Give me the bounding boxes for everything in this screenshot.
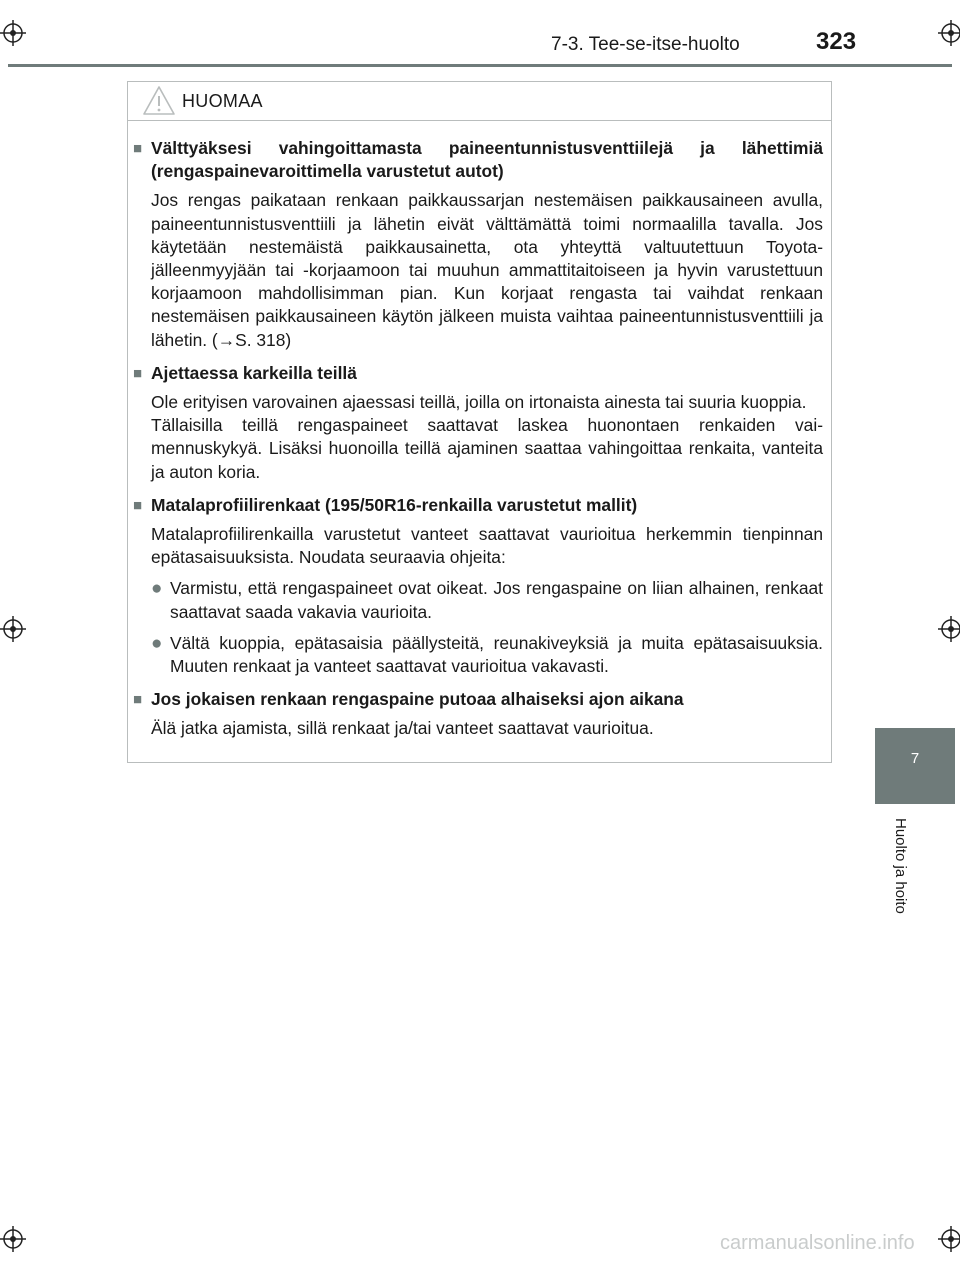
chapter-number: 7 bbox=[910, 750, 920, 767]
registration-mark-icon bbox=[938, 20, 960, 46]
notice-section bbox=[133, 137, 823, 352]
list-item: ● Vältä kuoppia, epätasaisia päällysteitä, reunakiveyksiä ja muita epätasaisuuksia. Muuten renkaat ja vanteet saattavat vaurioitua vakavasti. bbox=[151, 632, 823, 678]
list-item: ● Varmistu, että rengaspaineet ovat oikeat. Jos rengaspaine on liian alhainen, renkaat saattavat saada vakavia vaurioita. bbox=[151, 577, 823, 623]
square-bullet-icon: ■ bbox=[133, 364, 143, 382]
registration-mark-icon bbox=[0, 616, 26, 642]
section-paragraph: Matalaprofiilirenkailla varustetut vanteet saattavat vaurioitua herkemmin tienpinnan epätasaisuuksista. Noudata seuraavia ohjeita: bbox=[151, 524, 823, 568]
round-bullet-icon: ● bbox=[151, 632, 163, 654]
notice-box bbox=[127, 81, 832, 763]
warning-triangle-icon bbox=[142, 85, 176, 116]
page-number: 323 bbox=[816, 28, 857, 55]
registration-mark-icon bbox=[938, 616, 960, 642]
notice-header bbox=[128, 82, 831, 121]
site-watermark: carmanualsonline.info bbox=[720, 1232, 915, 1254]
notice-title: HUOMAA bbox=[182, 91, 263, 111]
notice-section bbox=[133, 362, 823, 484]
chapter-label: Huolto ja hoito bbox=[892, 818, 909, 914]
section-paragraph: Tällaisilla teillä rengaspaineet saattavat laskea huonontaen renkaiden vaimennuskykyä. Lisäksi huonoilla teillä ajaminen saattaa vahingoittaa renkaita, vanteita ja auton koria. bbox=[151, 415, 823, 482]
section-paragraph: Jos rengas paikataan renkaan paikkaussarjan nestemäisen paikkausaineen avulla, paineentunnistusventtiili ja lähetin eivät välttämättä toimi normaalilla tavalla. Jos käytetään nestemäistä paikkausainetta, ota yhteyttä valtuutettuun Toyota-jälleenmyyjään tai -korjaamoon tai muuhun ammattitaitoiseen ja hyvin varustettuun korjaamoon mahdollisimman pian. Kun korjaat rengasta tai vaihdat renkaan nestemäisen paikkausaineen käytön jälkeen muista vaihtaa paineentunnistusventtiili ja lähetin. (→S. 318) bbox=[151, 190, 823, 350]
section-paragraph: Ole erityisen varovainen ajaessasi teillä, joilla on irtonaista ainesta tai suuria kuoppia. bbox=[151, 392, 807, 413]
notice-body bbox=[128, 121, 831, 741]
registration-mark-icon bbox=[0, 1226, 26, 1252]
notice-section bbox=[133, 688, 823, 740]
header-section-title: 7-3. Tee-se-itse-huolto bbox=[551, 34, 740, 55]
registration-mark-icon bbox=[938, 1226, 960, 1252]
section-title: ■ Ajettaessa karkeilla teillä bbox=[133, 362, 823, 385]
square-bullet-icon: ■ bbox=[133, 140, 143, 157]
header-divider bbox=[8, 64, 952, 67]
section-title: ■ Matalaprofiilirenkaat (195/50R16-renkailla varustetut mallit) bbox=[133, 494, 823, 517]
section-title: ■ Jos jokaisen renkaan rengaspaine putoaa alhaiseksi ajon aikana bbox=[133, 688, 823, 711]
round-bullet-icon: ● bbox=[151, 578, 163, 600]
notice-section bbox=[133, 494, 823, 678]
section-title: ■ Välttyäksesi vahingoittamasta paineentunnistusventtiilejä ja lähettimiä (rengaspainevaroittimella varustetut autot) bbox=[133, 137, 823, 183]
section-paragraph: Älä jatka ajamista, sillä renkaat ja/tai vanteet saattavat vaurioitua. bbox=[151, 718, 654, 739]
registration-mark-icon bbox=[0, 20, 26, 46]
square-bullet-icon: ■ bbox=[133, 496, 143, 514]
chapter-tab[interactable] bbox=[875, 728, 955, 804]
square-bullet-icon: ■ bbox=[133, 691, 143, 709]
